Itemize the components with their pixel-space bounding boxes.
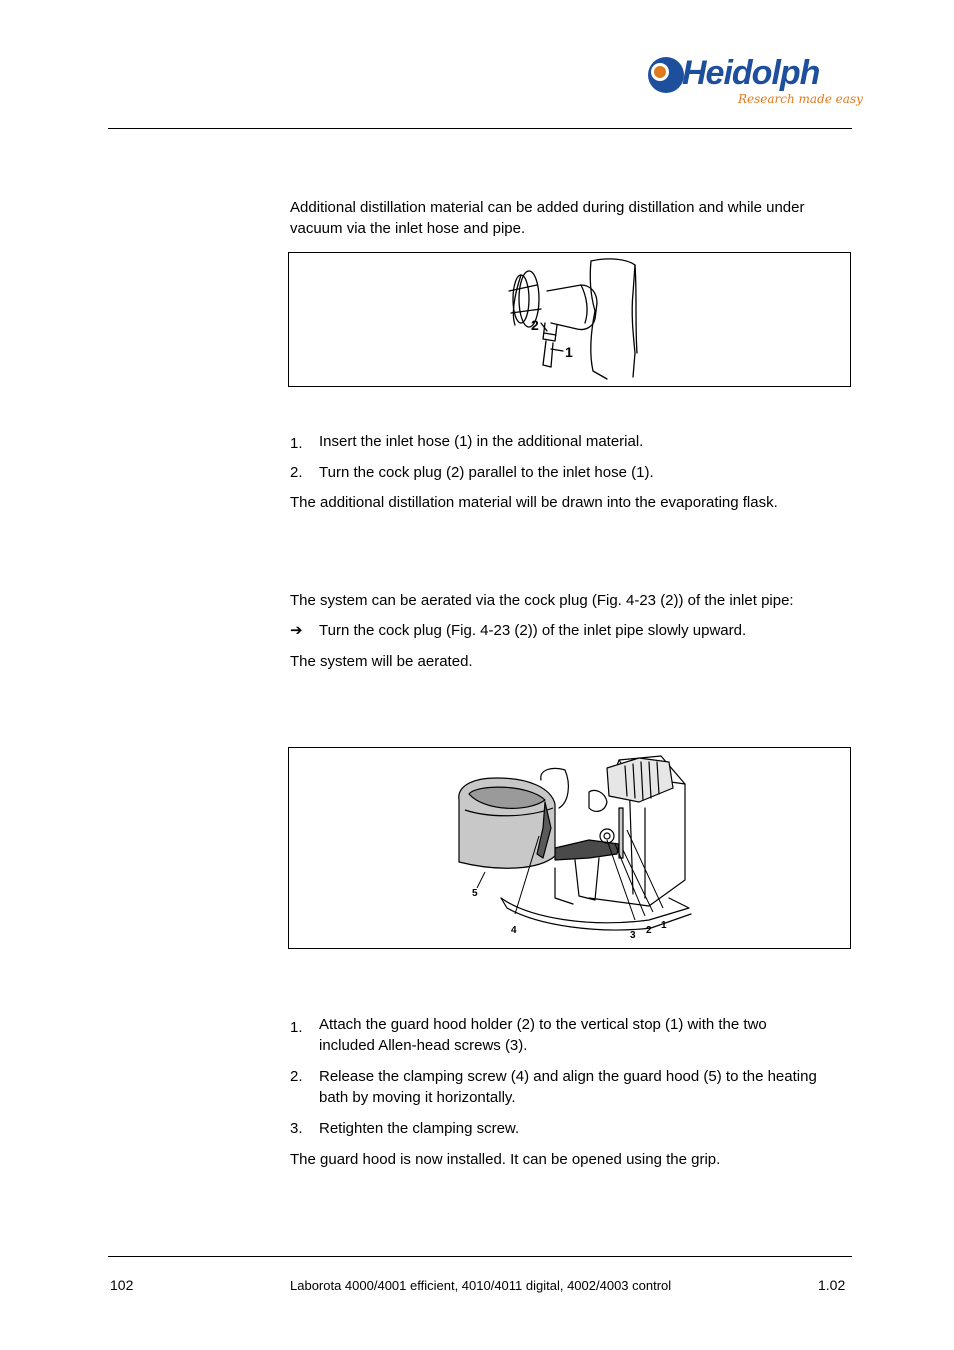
footer-rule — [108, 1256, 852, 1257]
figure2-label-5: 5 — [472, 888, 478, 899]
figure1-label-1: 1 — [565, 344, 573, 360]
step-text: Release the clamping screw (4) and align the guard hood (5) to the heating bath by moving it horizontally. — [319, 1068, 817, 1106]
arrow-bullet-icon: ➔ — [290, 622, 303, 639]
page-number: 102 — [110, 1277, 134, 1293]
logo-slogan: Research made easy — [738, 92, 863, 106]
step-text: Retighten the clamping screw. — [319, 1120, 520, 1137]
logo-wordmark: Heidolph — [682, 54, 820, 92]
step-text: Attach the guard hood holder (2) to the vertical stop (1) with the two included Allen-head screws (3). — [319, 1016, 767, 1054]
step-text: Insert the inlet hose (1) in the additional material. — [319, 433, 644, 450]
header-rule — [108, 128, 852, 129]
figure1-label-2: 2 — [531, 317, 539, 333]
footer-version: 1.02 — [818, 1277, 846, 1293]
section2-result: The system will be aerated. — [290, 653, 473, 670]
step-number: 2. — [290, 464, 303, 481]
guard-hood-illustration — [289, 748, 850, 948]
figure2-label-2: 2 — [646, 925, 652, 936]
section3-result: The guard hood is now installed. It can be opened using the grip. — [290, 1151, 721, 1168]
figure2-label-4: 4 — [511, 925, 517, 936]
footer-doc-title: Laborota 4000/4001 efficient, 4010/4011 digital, 4002/4003 control — [290, 1278, 672, 1293]
figure-inlet-pipe — [288, 252, 851, 387]
section1-intro: Additional distillation material can be added during distillation and while under vacuum via the inlet hose and pipe. — [290, 199, 805, 237]
step-number: 1. — [290, 1019, 303, 1036]
section2-step: Turn the cock plug (Fig. 4-23 (2)) of the inlet pipe slowly upward. — [319, 622, 747, 639]
figure-guard-hood — [288, 747, 851, 949]
section2-intro: The system can be aerated via the cock plug (Fig. 4-23 (2)) of the inlet pipe: — [290, 592, 794, 609]
step-number: 1. — [290, 435, 303, 452]
inlet-pipe-illustration — [289, 253, 850, 386]
logo-mark-icon — [646, 55, 686, 95]
step-number: 2. — [290, 1068, 303, 1085]
figure2-label-3: 3 — [630, 930, 636, 941]
figure2-label-1: 1 — [661, 920, 667, 931]
step-text: Turn the cock plug (2) parallel to the inlet hose (1). — [319, 464, 654, 481]
section1-result: The additional distillation material will be drawn into the evaporating flask. — [290, 494, 778, 511]
step-number: 3. — [290, 1120, 303, 1137]
